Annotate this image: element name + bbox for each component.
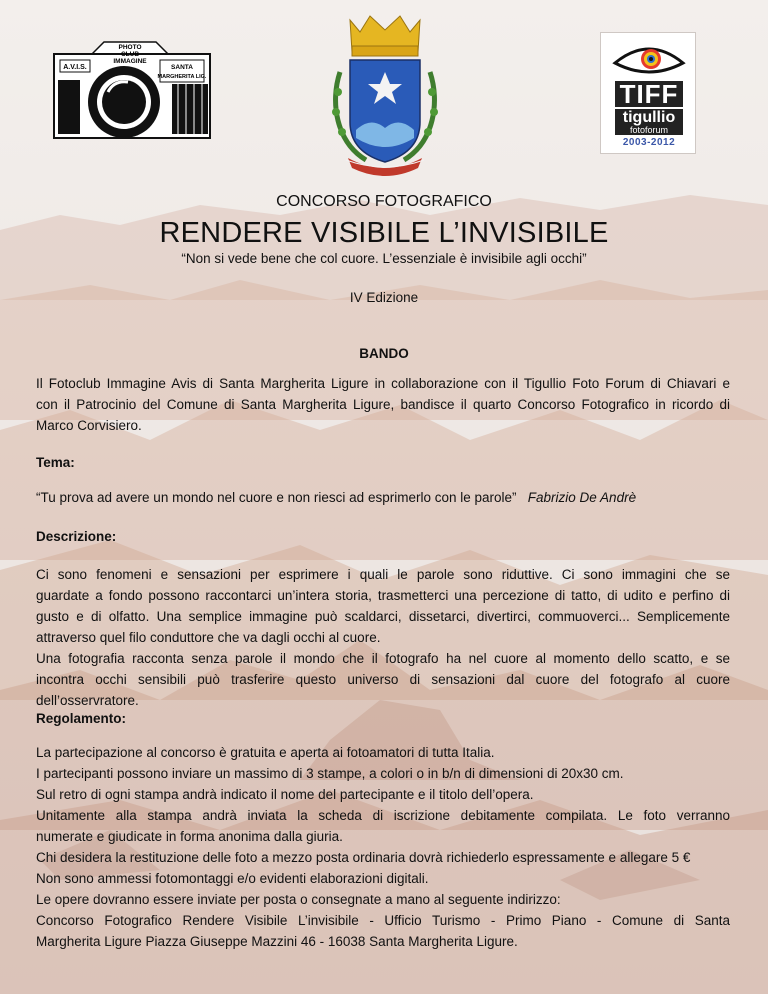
descrizione-line: guardate a fondo possono raccontarci un’intera storia, trasmetterci una percezione di tatto, di udito e perfino di: [36, 588, 730, 603]
photo-club-camera-logo: [52, 40, 212, 140]
descrizione-line: attraverso quel filo conduttore che va dagli occhi al cuore.: [36, 630, 381, 645]
intro-line: con il Patrocinio del Comune di Santa Margherita Ligure, bandisce il quarto Concorso Fotografico in ricordo di: [36, 397, 730, 412]
contest-label: CONCORSO FOTOGRAFICO: [276, 193, 492, 210]
tema-author: Fabrizio De Andrè: [527, 490, 637, 505]
logo-avis-text: A.V.I.S.: [63, 64, 87, 71]
edition-label: IV Edizione: [349, 290, 419, 305]
logo-immagine-text: IMMAGINE: [113, 58, 147, 65]
subtitle-quote: “Non si vede bene che col cuore. L’essenziale è invisibile agli occhi”: [181, 251, 587, 266]
page-title: RENDERE VISIBILE L’INVISIBILE: [159, 217, 609, 249]
tiff-fotoforum-text: fotoforum: [615, 126, 683, 135]
regolamento-line: Margherita Ligure Piazza Giuseppe Mazzini 46 - 16038 Santa Margherita Ligure.: [36, 934, 518, 949]
regolamento-heading: Regolamento:: [36, 711, 127, 726]
regolamento-line: Concorso Fotografico Rendere Visibile L’invisibile - Ufficio Turismo - Primo Piano - Comune di Santa: [36, 913, 730, 928]
descrizione-heading: Descrizione:: [36, 529, 117, 544]
tema-quote: “Tu prova ad avere un mondo nel cuore e non riesci ad esprimerlo con le parole”: [36, 490, 517, 505]
regolamento-line: La partecipazione al concorso è gratuita e aperta ai fotoamatori di tutta Italia.: [36, 745, 495, 760]
tiff-years-text: 2003-2012: [622, 137, 676, 148]
intro-line: Il Fotoclub Immagine Avis di Santa Margherita Ligure in collaborazione con il Tigullio Foto Forum di Chiavari e: [36, 376, 730, 391]
logo-santa-text: SANTA: [171, 64, 193, 71]
intro-paragraph: [36, 373, 730, 436]
descrizione-line: incontra occhi sensibili può trasferire questo universo di sensazioni dal cuore del fotografo al cuore: [36, 672, 730, 687]
coat-of-arms-emblem: [326, 12, 444, 182]
tema-quote-line: [36, 487, 730, 508]
regolamento-line: Sul retro di ogni stampa andrà indicato il nome del partecipante e il titolo dell’opera.: [36, 787, 534, 802]
logo-margherita-text: MARGHERITA LIG.: [157, 74, 207, 80]
tiff-tigullio-text: tigullio: [615, 109, 683, 126]
descrizione-paragraph: [36, 564, 730, 711]
regolamento-line: Le opere dovranno essere inviate per posta o consegnate a mano al seguente indirizzo:: [36, 892, 561, 907]
regolamento-line: I partecipanti possono inviare un massimo di 3 stampe, a colori o in b/n di dimensioni di 20x30 cm.: [36, 766, 624, 781]
regolamento-paragraph: [36, 742, 730, 952]
regolamento-line: Unitamente alla stampa andrà inviata la scheda di iscrizione debitamente compilata. Le foto verranno: [36, 808, 730, 823]
intro-line: Marco Corvisiero.: [36, 418, 142, 433]
eye-icon: [611, 41, 687, 77]
regolamento-line: Non sono ammessi fotomontaggi e/o evidenti elaborazioni digitali.: [36, 871, 429, 886]
logo-photo-text: PHOTO: [118, 44, 142, 51]
tiff-tigullio-logo: [600, 32, 696, 154]
descrizione-line: Ci sono fenomeni e sensazioni per esprimere i quali le parole sono riduttive. Ci sono immagini che se: [36, 567, 730, 582]
tema-heading: Tema:: [36, 455, 75, 470]
descrizione-line: dell’osservratore.: [36, 693, 139, 708]
bando-heading: BANDO: [359, 346, 409, 361]
descrizione-line: Una fotografia racconta senza parole il mondo che il fotografo ha nel cuore al momento dello scatto, e se: [36, 651, 730, 666]
logo-club-text: CLUB: [120, 51, 140, 58]
tiff-wordmark: TIFF: [615, 81, 683, 107]
descrizione-line: gusto e di olfatto. Una semplice immagine può scaldarci, dissetarci, divertirci, commuoverci... Semplicemente: [36, 609, 730, 624]
regolamento-line: numerate e giudicate in forma anonima dalla giuria.: [36, 829, 343, 844]
regolamento-line: Chi desidera la restituzione delle foto a mezzo posta ordinaria dovrà richiederlo espressamente e allegare 5 €: [36, 850, 691, 865]
